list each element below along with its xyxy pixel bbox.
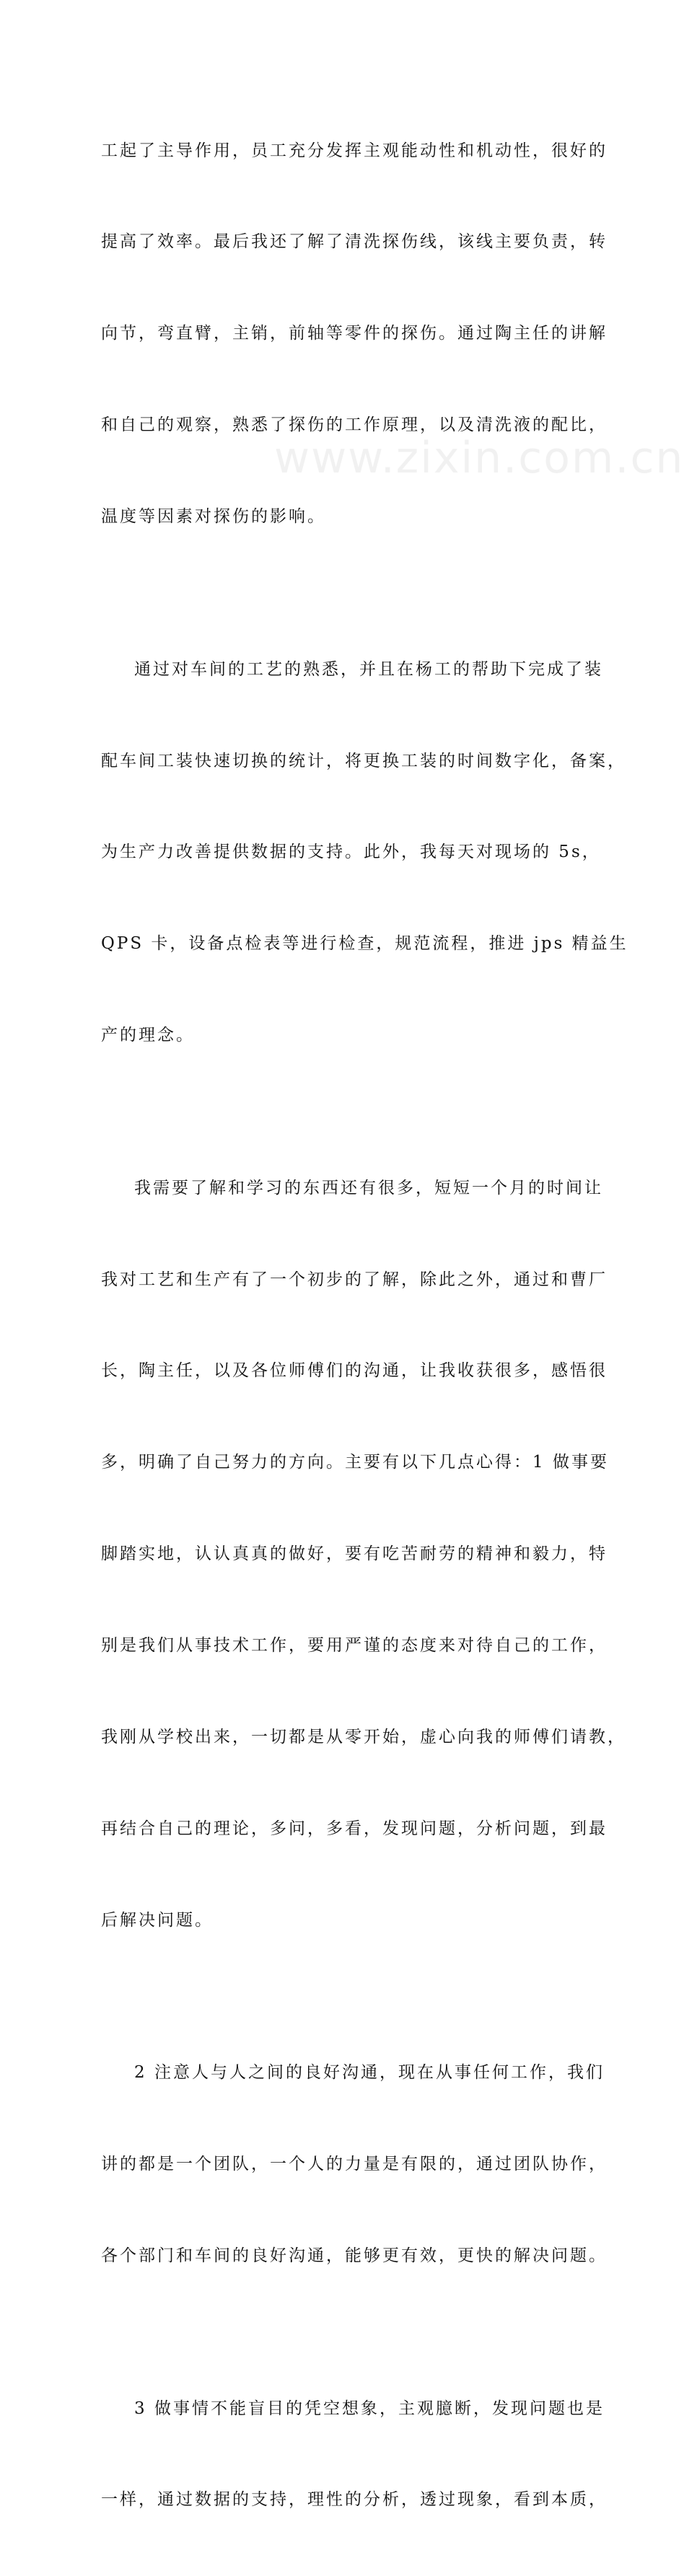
text-line: 工起了主导作用，员工充分发挥主观能动性和机动性，很好的 [101,141,608,160]
text-line: 后解决问题。 [101,1910,214,1930]
text-line: 长，陶主任，以及各位师傅们的沟通，让我收获很多，感悟很 [101,1361,608,1381]
text-line: 一样，通过数据的支持，理性的分析，透过现象，看到本质， [101,2490,608,2510]
text-line: 为生产力改善提供数据的支持。此外，我每天对现场的 5s， [101,843,601,862]
paragraph-5 [101,2332,608,2576]
paragraph-2 [101,593,628,1112]
text-line: 配车间工装快速切换的统计，将更换工装的时间数字化，备案， [101,751,626,770]
document-body [101,74,628,2576]
text-line: 3 做事情不能盲目的凭空想象，主观臆断，发现问题也是 [134,2399,605,2418]
text-line: 别是我们从事技术工作，要用严谨的态度来对待自己的工作， [101,1636,608,1656]
text-line: 产的理念。 [101,1026,195,1045]
text-line: 温度等因素对探伤的影响。 [101,507,326,527]
text-line: 各个部门和车间的良好沟通，能够更有效，更快的解决问题。 [101,2246,608,2266]
paragraph-4 [101,1997,608,2332]
paragraph-1 [101,74,608,593]
text-line: 脚踏实地，认认真真的做好，要有吃苦耐劳的精神和毅力，特 [101,1544,608,1564]
text-line: 通过对车间的工艺的熟悉，并且在杨工的帮助下完成了装 [134,659,603,679]
text-line: 我刚从学校出来，一切都是从零开始，虚心向我的师傅们请教， [101,1728,626,1747]
text-line: QPS 卡，设备点检表等进行检查，规范流程，推进 jps 精益生 [101,934,628,954]
text-line: 我需要了解和学习的东西还有很多，短短一个月的时间让 [134,1178,603,1197]
watermark: www.zixin.com.cn [274,433,684,483]
text-line: 2 注意人与人之间的良好沟通，现在从事任何工作，我们 [134,2063,605,2083]
text-line: 再结合自己的理论，多问，多看，发现问题，分析问题，到最 [101,1819,608,1838]
text-line: 我对工艺和生产有了一个初步的了解，除此之外，通过和曹厂 [101,1270,608,1289]
text-line: 向节，弯直臂，主销，前轴等零件的探伤。通过陶主任的讲解 [101,324,608,343]
text-line: 讲的都是一个团队，一个人的力量是有限的，通过团队协作， [101,2155,608,2174]
text-line: 多，明确了自己努力的方向。主要有以下几点心得：1 做事要 [101,1453,609,1472]
text-line: 提高了效率。最后我还了解了清洗探伤线，该线主要负责，转 [101,232,608,252]
text-line: 和自己的观察，熟悉了探伤的工作原理，以及清洗液的配比， [101,416,608,435]
paragraph-3 [101,1112,626,1997]
